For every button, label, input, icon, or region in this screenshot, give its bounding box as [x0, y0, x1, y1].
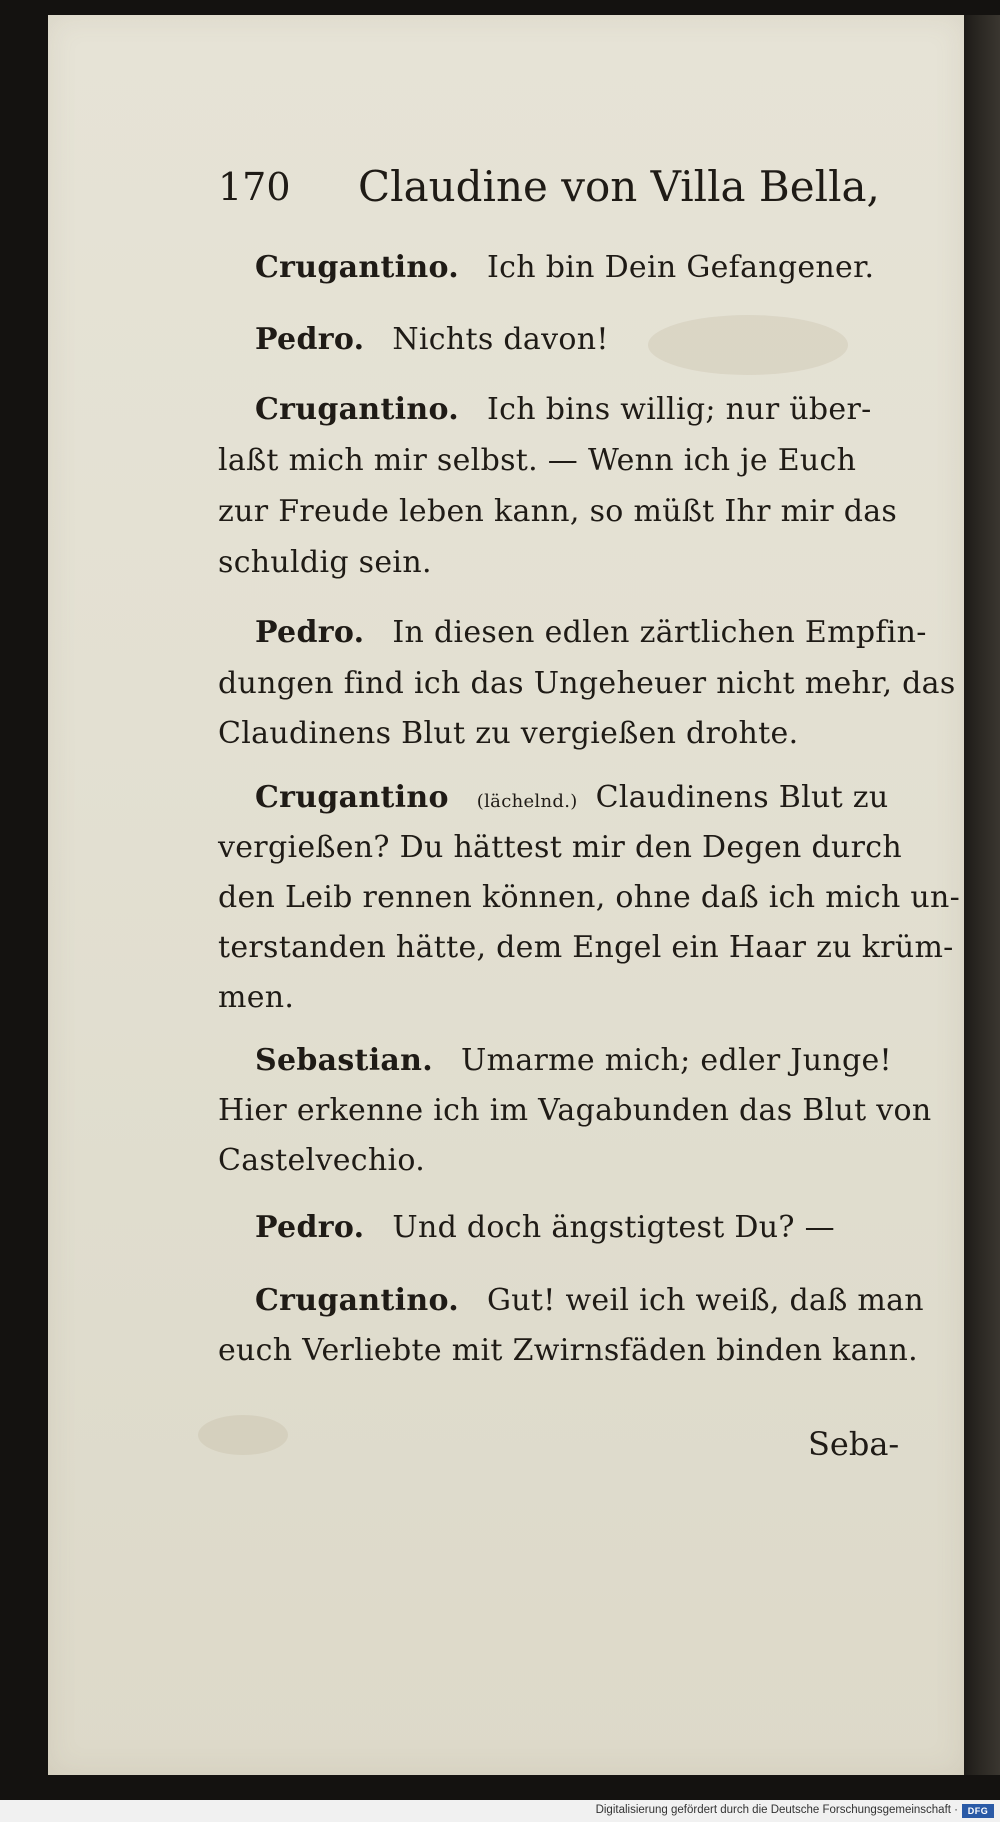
- speaker-name: Sebastian.: [255, 1043, 434, 1078]
- text-line: [255, 250, 874, 285]
- stage-direction: (lächelnd.): [476, 791, 578, 812]
- footer-credit: Digitalisierung gefördert durch die Deutsche Forschungsgemeinschaft ·: [595, 1804, 958, 1816]
- line-text: terstanden hätte, dem Engel ein Haar zu krüm-: [218, 930, 954, 965]
- catchword: Seba-: [808, 1425, 900, 1463]
- line-text: In diesen edlen zärtlichen Empfin-: [392, 615, 927, 650]
- text-line: [218, 716, 798, 751]
- text-line: [255, 1043, 892, 1078]
- page-edge: [964, 15, 1000, 1775]
- text-line: [218, 1093, 932, 1128]
- text-line: [255, 1283, 924, 1318]
- stain: [648, 315, 848, 375]
- text-line: [218, 880, 960, 915]
- line-text: Umarme mich; edler Junge!: [461, 1043, 892, 1078]
- line-text: Nichts davon!: [392, 322, 609, 357]
- text-line: [218, 1143, 425, 1178]
- line-text: Und doch ängstigtest Du? —: [392, 1210, 835, 1245]
- speaker-name: Pedro.: [255, 1210, 365, 1245]
- line-text: Castelvechio.: [218, 1143, 426, 1178]
- line-text: laßt mich mir selbst. — Wenn ich je Euch: [218, 443, 857, 478]
- text-line: [218, 545, 432, 580]
- text-line: [218, 1333, 918, 1368]
- text-line: [255, 322, 609, 357]
- text-line: [218, 830, 902, 865]
- page-number: 170: [218, 165, 291, 209]
- text-line: [255, 392, 872, 427]
- text-line: [218, 930, 954, 965]
- speaker-name: Pedro.: [255, 322, 365, 357]
- text-line: [218, 494, 897, 529]
- speaker-name: Pedro.: [255, 615, 365, 650]
- speaker-name: Crugantino: [255, 780, 449, 815]
- dfg-logo: DFG: [962, 1804, 994, 1818]
- text-line: [255, 1210, 835, 1245]
- line-text: euch Verliebte mit Zwirnsfäden binden kann.: [218, 1333, 918, 1368]
- speaker-name: Crugantino.: [255, 392, 460, 427]
- line-text: Claudinens Blut zu vergießen drohte.: [218, 716, 799, 751]
- line-text: Ich bin Dein Gefangener.: [487, 250, 875, 285]
- running-title: Claudine von Villa Bella,: [358, 162, 880, 211]
- line-text: schuldig sein.: [218, 545, 432, 580]
- line-text: men.: [218, 980, 295, 1015]
- line-text: Ich bins willig; nur über-: [487, 392, 872, 427]
- line-text: zur Freude leben kann, so müßt Ihr mir das: [218, 494, 898, 529]
- line-text: Hier erkenne ich im Vagabunden das Blut von: [218, 1093, 932, 1128]
- speaker-name: Crugantino.: [255, 1283, 460, 1318]
- text-line: [218, 443, 856, 478]
- text-line: [255, 615, 927, 650]
- speaker-name: Crugantino.: [255, 250, 460, 285]
- text-line: [255, 780, 889, 815]
- stain: [198, 1415, 288, 1455]
- line-text: dungen find ich das Ungeheuer nicht mehr, das: [218, 666, 956, 701]
- line-text: den Leib rennen können, ohne daß ich mich un-: [218, 880, 961, 915]
- line-text: Claudinens Blut zu: [595, 780, 889, 815]
- line-text: Gut! weil ich weiß, daß man: [487, 1283, 924, 1318]
- line-text: vergießen? Du hättest mir den Degen durch: [218, 830, 902, 865]
- text-line: [218, 666, 956, 701]
- text-line: [218, 980, 294, 1015]
